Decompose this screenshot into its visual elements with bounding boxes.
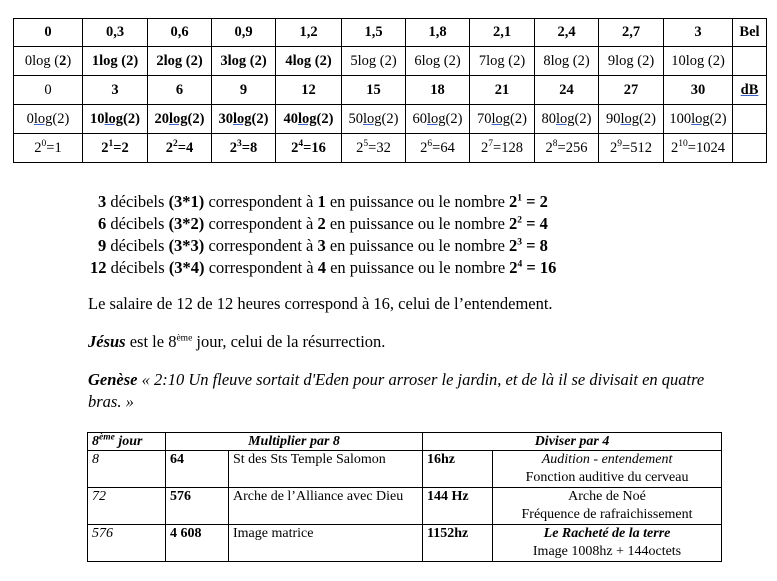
cell: 0 bbox=[14, 19, 83, 47]
cell: Image matrice bbox=[229, 525, 423, 562]
cell: 30log(2) bbox=[212, 105, 276, 134]
cell bbox=[83, 134, 148, 163]
salaire-paragraph: Le salaire de 12 de 12 heures correspond à 16, celui de l’entendement. bbox=[88, 294, 553, 313]
cell: 4log (2) bbox=[276, 47, 342, 76]
log-word: log bbox=[491, 110, 511, 127]
genese-paragraph: Genèse « 2:10 Un fleuve sortait d'Eden pour arroser le jardin, et de là il se divisait en quatre bras. » bbox=[88, 370, 705, 411]
base: 2 bbox=[671, 139, 679, 156]
cell: 0,6 bbox=[148, 19, 212, 47]
cell: 6log (2) bbox=[406, 47, 470, 76]
cell bbox=[14, 134, 83, 163]
res: =4 bbox=[177, 139, 194, 156]
power-row bbox=[14, 134, 767, 163]
exp: 4 bbox=[298, 138, 304, 149]
cell: 9 bbox=[212, 76, 276, 105]
res: =8 bbox=[241, 139, 258, 156]
base: 2 bbox=[610, 139, 618, 156]
res: =1 bbox=[46, 139, 62, 156]
cell: 70log(2) bbox=[470, 105, 535, 134]
header-diviser: Diviser par 4 bbox=[423, 433, 722, 451]
cell: Arche de l’Alliance avec Dieu bbox=[229, 488, 423, 525]
log-word: log bbox=[363, 110, 382, 127]
cell: 90log(2) bbox=[599, 105, 664, 134]
unit-bel: Bel bbox=[733, 19, 767, 47]
cell: 576 bbox=[166, 488, 229, 525]
exp: 8 bbox=[552, 138, 558, 149]
cell: 8log (2) bbox=[535, 47, 599, 76]
log-word: log bbox=[691, 110, 710, 127]
log-word: log bbox=[298, 110, 317, 127]
cell bbox=[599, 134, 664, 163]
cell: 20log(2) bbox=[148, 105, 212, 134]
cell: 1152hz bbox=[423, 525, 493, 562]
base: 2 bbox=[291, 139, 299, 156]
base: 2 bbox=[545, 139, 553, 156]
log-word: log bbox=[33, 110, 53, 127]
cell: 4 608 bbox=[166, 525, 229, 562]
header-row bbox=[88, 433, 722, 451]
cell: 1,8 bbox=[406, 19, 470, 47]
cell bbox=[212, 134, 276, 163]
cell: 100log(2) bbox=[664, 105, 733, 134]
cell: 0,9 bbox=[212, 19, 276, 47]
cell: 30 bbox=[664, 76, 733, 105]
cell: 3 bbox=[664, 19, 733, 47]
res: =2 bbox=[113, 139, 129, 156]
res: =128 bbox=[493, 139, 523, 156]
exp: 2 bbox=[172, 138, 178, 149]
cell: 10log (2) bbox=[664, 47, 733, 76]
multiplier-table bbox=[87, 432, 722, 562]
decibel-table bbox=[13, 18, 767, 163]
cell: 1,2 bbox=[276, 19, 342, 47]
cell: 0log(2) bbox=[14, 105, 83, 134]
cell: 1,5 bbox=[342, 19, 406, 47]
base: 2 bbox=[229, 139, 237, 156]
cell: 9log (2) bbox=[599, 47, 664, 76]
cell: 40log(2) bbox=[276, 105, 342, 134]
cell: 0log (2) bbox=[14, 47, 83, 76]
cell: 576 bbox=[88, 525, 166, 562]
jesus-paragraph: Jésus est le 8ème jour, celui de la résurrection. bbox=[88, 332, 386, 351]
cell: Audition - entendement Fonction auditive du cerveau bbox=[493, 451, 722, 488]
cell: 12 bbox=[276, 76, 342, 105]
cell: 144 Hz bbox=[423, 488, 493, 525]
cell bbox=[276, 134, 342, 163]
base: 2 bbox=[420, 139, 428, 156]
log-word: log bbox=[620, 110, 640, 127]
bel-log-row bbox=[14, 47, 767, 76]
equation-line: 6 décibels (3*2) correspondent à 2 en puissance ou le nombre $2^2 = 4$ bbox=[98, 214, 548, 233]
cell: 15 bbox=[342, 76, 406, 105]
header-day: 8ème jour bbox=[88, 433, 166, 451]
cell bbox=[664, 134, 733, 163]
cell: 10log(2) bbox=[83, 105, 148, 134]
log-word: log bbox=[233, 110, 252, 127]
base: 2 bbox=[34, 139, 42, 156]
cell: 72 bbox=[88, 488, 166, 525]
cell bbox=[148, 134, 212, 163]
cell: St des Sts Temple Salomon bbox=[229, 451, 423, 488]
cell: 6 bbox=[148, 76, 212, 105]
cell: 64 bbox=[166, 451, 229, 488]
cell: 3log (2) bbox=[212, 47, 276, 76]
equation-block bbox=[88, 191, 728, 279]
res: =256 bbox=[557, 139, 588, 156]
header-multiplier: Multiplier par 8 bbox=[166, 433, 423, 451]
log-word: log bbox=[169, 110, 188, 127]
unit-db: dB bbox=[733, 76, 767, 105]
log-word: log bbox=[104, 110, 124, 127]
cell-empty bbox=[733, 47, 767, 76]
cell: 2log (2) bbox=[148, 47, 212, 76]
equation-line: 9 décibels (3*3) correspondent à 3 en puissance ou le nombre $2^3 = 8$ bbox=[98, 236, 548, 255]
cell: 2,1 bbox=[470, 19, 535, 47]
cell: Le Racheté de la terre Image 1008hz + 144octets bbox=[493, 525, 722, 562]
table-row bbox=[88, 451, 722, 488]
cell: 24 bbox=[535, 76, 599, 105]
cell: 7log (2) bbox=[470, 47, 535, 76]
cell-empty bbox=[733, 134, 767, 163]
cell: 2,7 bbox=[599, 19, 664, 47]
cell: 2,4 bbox=[535, 19, 599, 47]
exp: 3 bbox=[236, 138, 242, 149]
cell: 3 bbox=[83, 76, 148, 105]
res: =512 bbox=[622, 139, 652, 156]
cell: 8 bbox=[88, 451, 166, 488]
exp: 7 bbox=[488, 138, 494, 149]
exp: 9 bbox=[617, 138, 623, 149]
db-row bbox=[14, 76, 767, 105]
cell: 0,3 bbox=[83, 19, 148, 47]
res: =1024 bbox=[687, 139, 725, 156]
cell: Arche de Noé Fréquence de rafraichissement bbox=[493, 488, 722, 525]
cell bbox=[406, 134, 470, 163]
document-body bbox=[88, 191, 728, 413]
equation-line: 12 décibels (3*4) correspondent à 4 en puissance ou le nombre $2^4 = 16$ bbox=[90, 258, 557, 277]
base: 2 bbox=[165, 139, 173, 156]
exp: 1 bbox=[108, 138, 114, 149]
table-row bbox=[88, 488, 722, 525]
base: 2 bbox=[356, 139, 364, 156]
exp: 10 bbox=[678, 138, 688, 149]
cell: 60log(2) bbox=[406, 105, 470, 134]
res: =32 bbox=[368, 139, 391, 156]
cell bbox=[470, 134, 535, 163]
db-log-row bbox=[14, 105, 767, 134]
res: =16 bbox=[303, 139, 326, 156]
cell: 27 bbox=[599, 76, 664, 105]
cell: 0 bbox=[14, 76, 83, 105]
exp: 0 bbox=[41, 138, 47, 149]
table-row bbox=[88, 525, 722, 562]
exp: 5 bbox=[363, 138, 369, 149]
base: 2 bbox=[101, 139, 109, 156]
cell: 1log (2) bbox=[83, 47, 148, 76]
cell: 16hz bbox=[423, 451, 493, 488]
cell bbox=[342, 134, 406, 163]
bel-row bbox=[14, 19, 767, 47]
res: =64 bbox=[432, 139, 455, 156]
cell: 21 bbox=[470, 76, 535, 105]
log-word: log bbox=[556, 110, 575, 127]
cell: 18 bbox=[406, 76, 470, 105]
cell: 50log(2) bbox=[342, 105, 406, 134]
cell bbox=[535, 134, 599, 163]
base: 2 bbox=[481, 139, 489, 156]
exp: 6 bbox=[427, 138, 433, 149]
log-word: log bbox=[427, 110, 446, 127]
cell-empty bbox=[733, 105, 767, 134]
equation-line: 3 décibels (3*1) correspondent à 1 en puissance ou le nombre $2^1 = 2$ bbox=[98, 192, 548, 211]
cell: 80log(2) bbox=[535, 105, 599, 134]
cell: 5log (2) bbox=[342, 47, 406, 76]
